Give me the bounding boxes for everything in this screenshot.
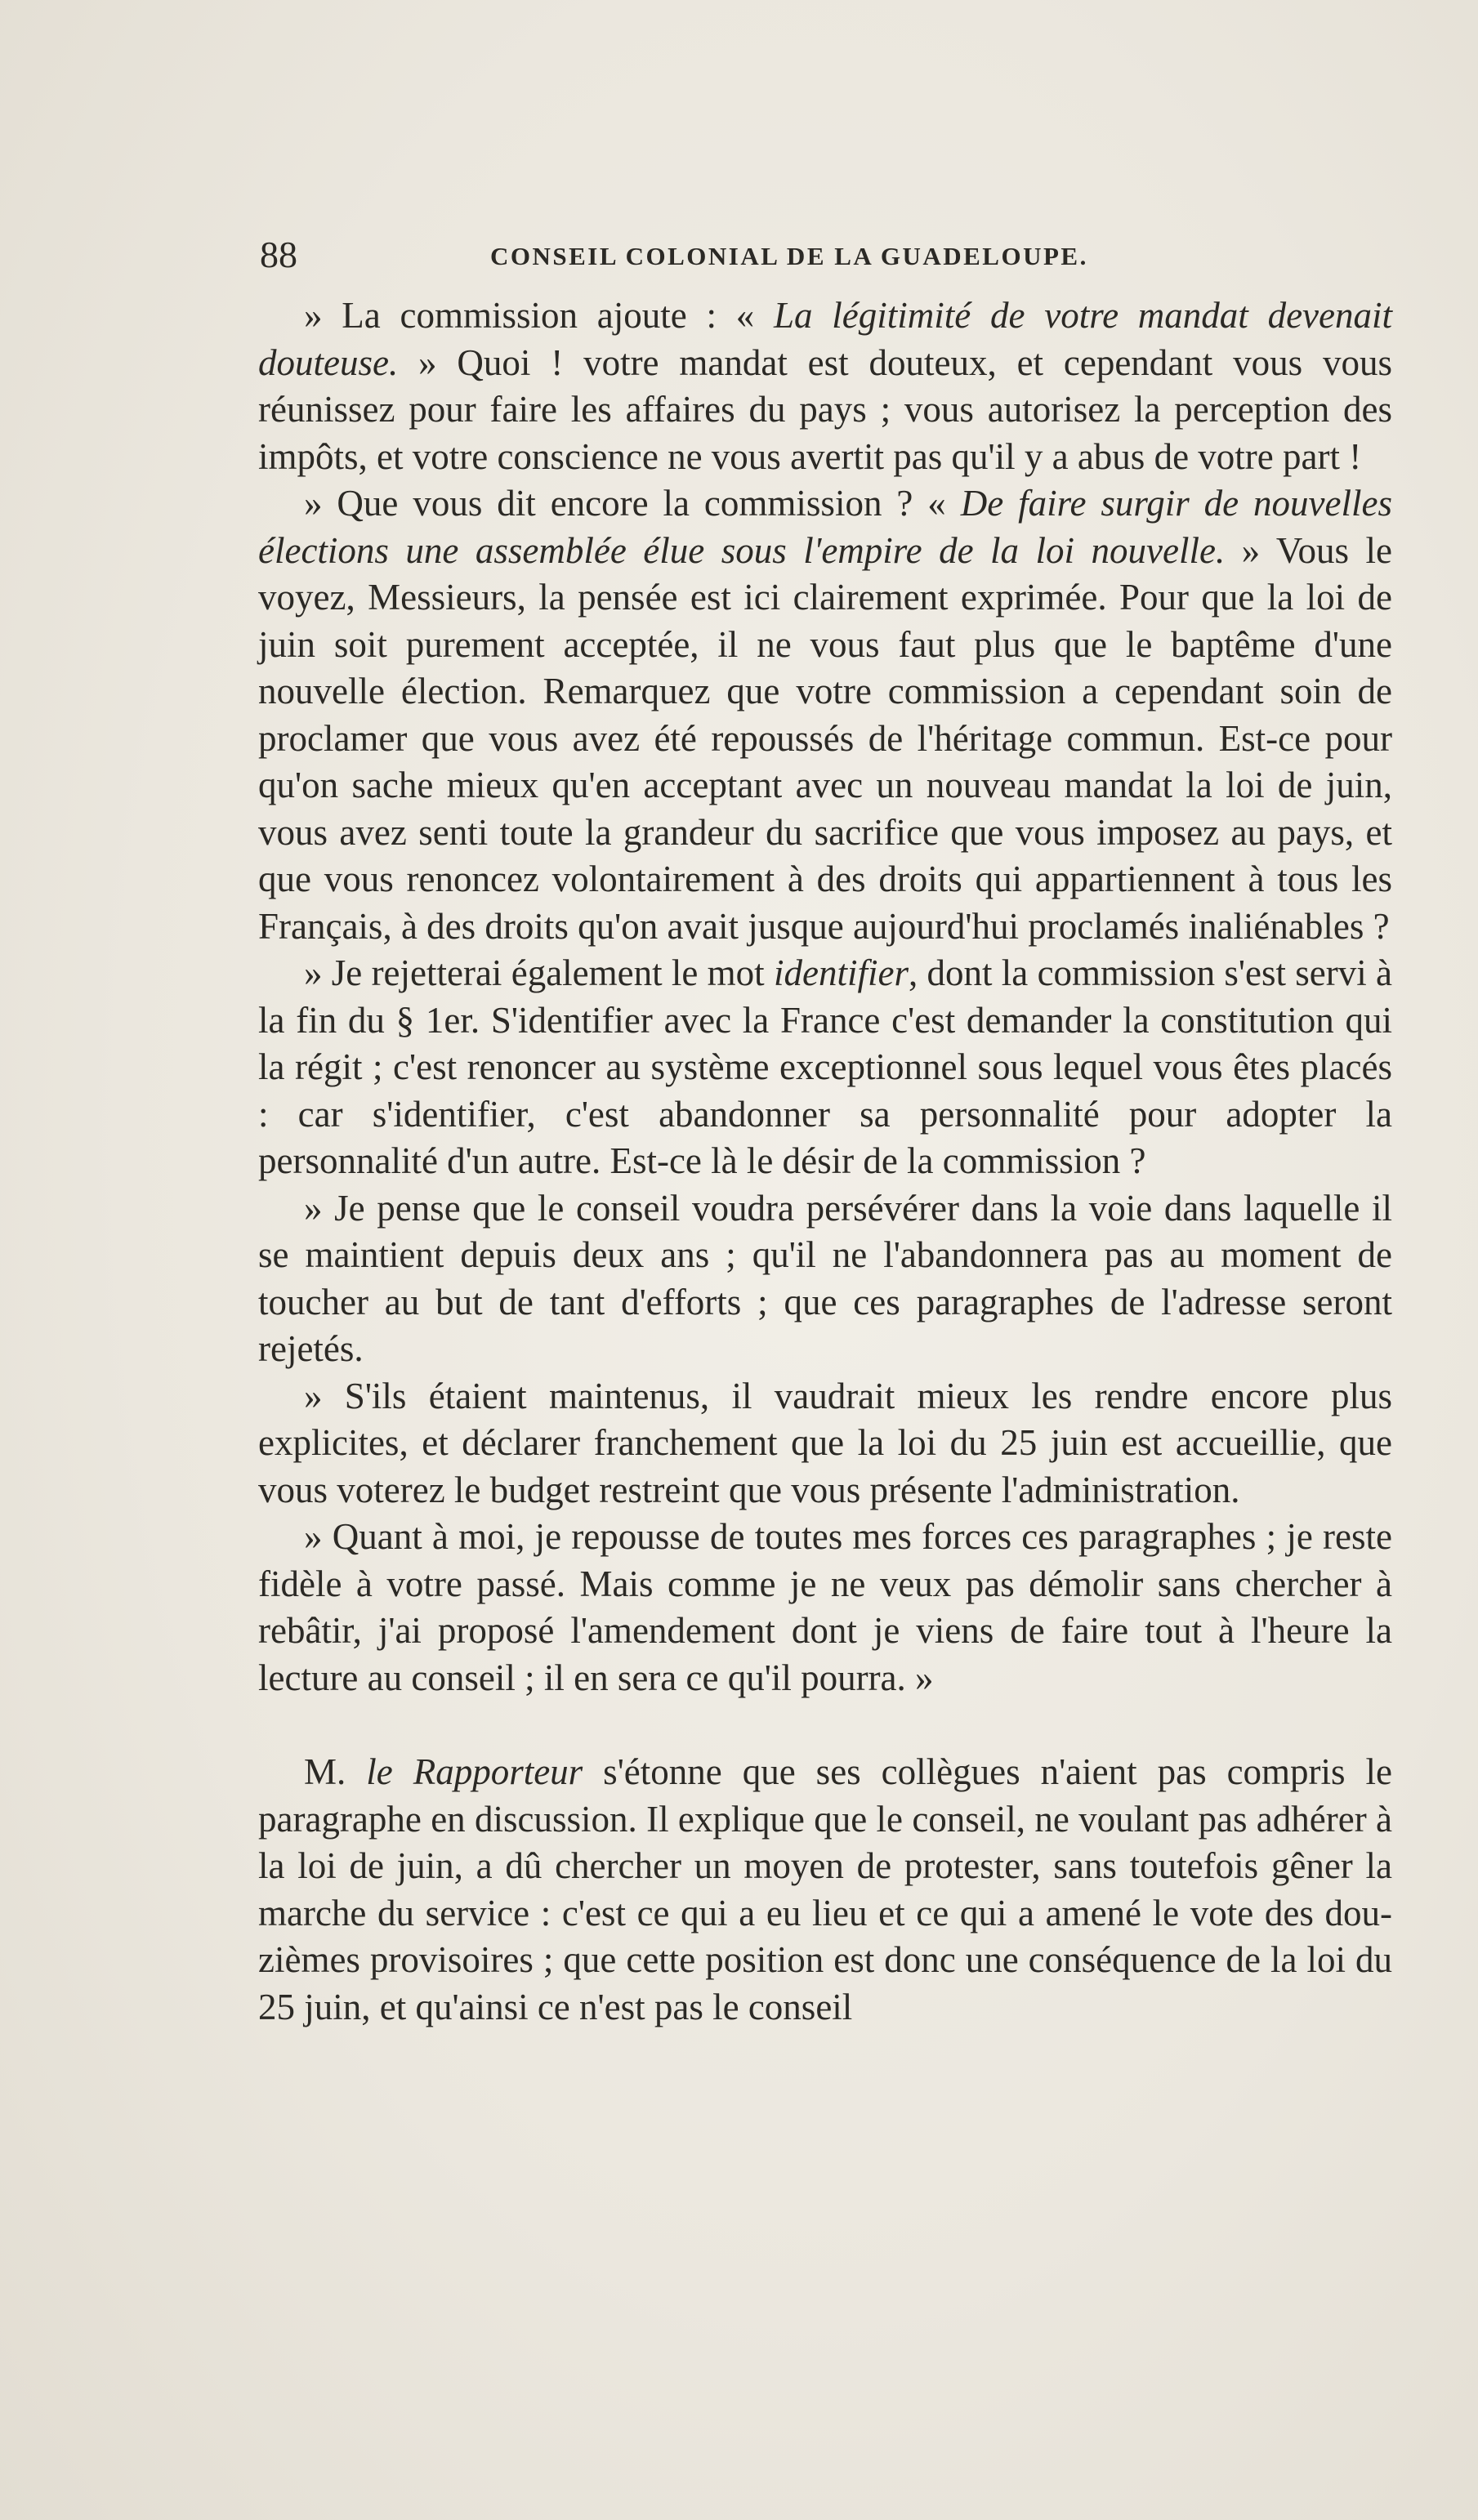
running-title: CONSEIL COLONIAL DE LA GUADELOUPE. — [490, 242, 1088, 270]
paragraph-identifier: » Je rejetterai également le mot identifier, dont la commission s'est servi à la fin du § 1er. S'identifier avec la France c'est demander la constitution qui la régit ; c'est renoncer au système exceptionnel sous lequel vous êtes placés : car s'identifier, c'est abandonner sa personnalité pour adopter la personnalité d'un autre. Est-ce là le désir de la commission ? — [258, 952, 1392, 1181]
page-number: 88 — [260, 234, 297, 275]
paragraph-commission-ajoute: » La commission ajoute : « La légitimité de votre mandat devenait douteuse. » Quoi ! votre mandat est douteux, et cependant vous vous réunissez pour faire les affaires du pays ; vous autorisez la perception des impôts, et votre conscience ne vous avertit pas qu'il y a abus de votre part ! — [258, 295, 1392, 477]
paragraph-rapporteur: M. le Rapporteur s'étonne que ses collègues n'aient pas compris le paragraphe en discussion. Il explique que le conseil, ne voulant pas adhérer à la loi de juin, a dû chercher un moyen de protester, sans toutefois gêner la marche du service : c'est ce qui a eu lieu et ce qui a amené le vote des douzièmes provisoires ; que cette position est donc une conséquence de la loi du 25 juin, et qu'ainsi ce n'est pas le conseil — [258, 1751, 1392, 2027]
paragraph-quant-a-moi: » Quant à moi, je repousse de toutes mes forces ces paragraphes ; je reste fidèle à votre passé. Mais comme je ne veux pas démolir sans chercher à rebâtir, j'ai proposé l'amendement dont je viens de faire tout à l'heure la lecture au conseil ; il en sera ce qu'il pourra. » — [258, 1516, 1392, 1698]
paragraph-que-vous-dit: » Que vous dit encore la commission ? « De faire surgir de nouvelles élections une assemblée élue sous l'empire de la loi nouvelle. » Vous le voyez, Messieurs, la pensée est ici clairement exprimée. Pour que la loi de juin soit purement acceptée, il ne vous faut plus que le baptême d'une nouvelle élection. Remarquez que votre commission a cependant soin de proclamer que vous avez été repoussés de l'héritage commun. Est-ce pour qu'on sache mieux qu'en acceptant avec un nouveau mandat la loi de juin, vous avez senti toute la grandeur du sacrifice que vous imposez au pays, et que vous renoncez volontairement à des droits qui appartiennent à tous les Français, à des droits qu'on avait jusque aujourd'hui proclamés inaliénables ? — [258, 483, 1393, 947]
paragraph-je-pense: » Je pense que le conseil voudra persévérer dans la voie dans laquelle il se maintient depuis deux ans ; qu'il ne l'abandonnera pas au moment de toucher au but de tant d'efforts ; que ces paragraphes de l'adresse seront rejetés. — [258, 1187, 1392, 1369]
quoted-italic: De faire surgir de nouvelles élections une assemblée élue sous l'empire de la loi nouvelle. — [258, 483, 1392, 571]
speaker-name: le Rapporteur — [366, 1751, 583, 1792]
italic-term: identifier — [773, 952, 909, 993]
body-text — [258, 292, 1392, 2031]
page-header — [260, 230, 1392, 279]
quoted-italic: La légitimité de votre mandat devenait douteuse. — [258, 295, 1392, 383]
paragraph-sils-etaient: » S'ils étaient maintenus, il vaudrait mieux les rendre encore plus explicites, et déclarer franchement que la loi du 25 juin est accueillie, que vous voterez le budget restreint que vous présente l'administration. — [258, 1375, 1392, 1510]
